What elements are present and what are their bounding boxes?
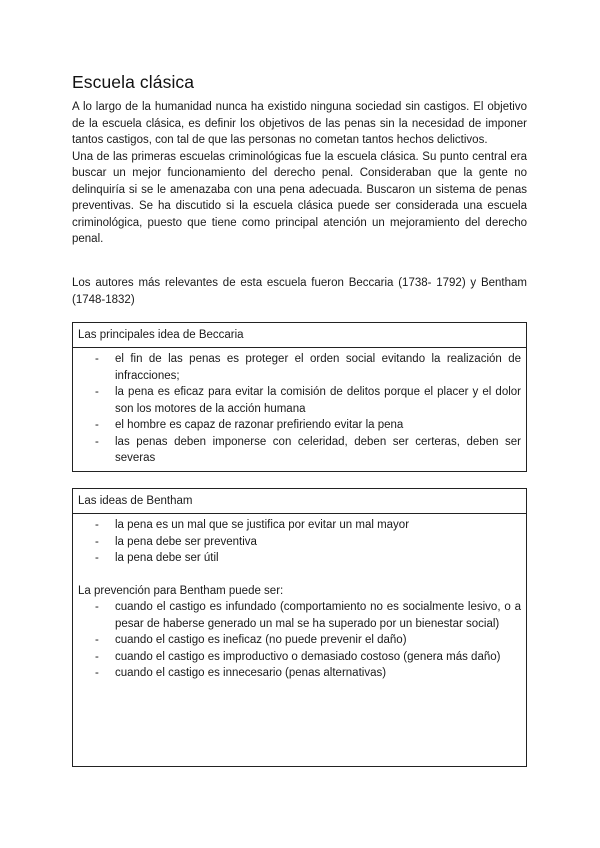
- list-item: - cuando el castigo es improductivo o demasiado costoso (genera más daño): [78, 649, 521, 666]
- list-item: - cuando el castigo es ineficaz (no puede prevenir el daño): [78, 632, 521, 649]
- page-title: Escuela clásica: [72, 72, 195, 92]
- beccaria-list: [78, 351, 521, 467]
- bentham-box: [72, 488, 527, 767]
- authors-paragraph: Los autores más relevantes de esta escuela fueron Beccaria (1738- 1792) y Bentham (1748-1832): [72, 277, 527, 306]
- prevention-list: [78, 599, 521, 682]
- bentham-list: [78, 517, 521, 567]
- bentham-heading: Las ideas de Bentham: [73, 489, 526, 514]
- list-item: - las penas deben imponerse con celeridad, deben ser certeras, deben ser severas: [78, 434, 521, 467]
- prevention-title: La prevención para Bentham puede ser:: [78, 584, 284, 597]
- intro-paragraph-2: Una de las primeras escuelas criminológicas fue la escuela clásica. Su punto central era buscar un mejor funcionamiento del derecho penal. Consideraban que la gente no delinquiría si se le amenazaba con una pena adecuada. Buscaron un sistema de penas preventivas. Se ha discutido si la escuela clásica puede ser considerada una escuela criminológica, puesto que tiene como principal atención un mejoramiento del derecho penal.: [72, 150, 527, 245]
- list-item: - la pena es un mal que se justifica por evitar un mal mayor: [78, 517, 521, 534]
- list-item: - cuando el castigo es infundado (comportamiento no es socialmente lesivo, o a pesar de haberse generado un mal se ha superado por un bienestar social): [78, 599, 521, 632]
- beccaria-box: [72, 322, 527, 472]
- list-item: - la pena debe ser preventiva: [78, 534, 521, 551]
- beccaria-heading: Las principales idea de Beccaria: [73, 323, 526, 348]
- intro-text: [72, 99, 527, 248]
- list-item: - el hombre es capaz de razonar prefiriendo evitar la pena: [78, 417, 521, 434]
- list-item: - la pena es eficaz para evitar la comisión de delitos porque el placer y el dolor son los motores de la acción humana: [78, 384, 521, 417]
- list-item: - cuando el castigo es innecesario (penas alternativas): [78, 665, 521, 682]
- intro-paragraph-1: A lo largo de la humanidad nunca ha existido ninguna sociedad sin castigos. El objetivo de la escuela clásica, es definir los objetivos de las penas sin la necesidad de imponer tantos castigos, con tal de que las personas no cometan tantos hechos delictivos.: [72, 101, 527, 146]
- list-item: - el fin de las penas es proteger el orden social evitando la realización de infracciones;: [78, 351, 521, 384]
- list-item: - la pena debe ser útil: [78, 550, 521, 567]
